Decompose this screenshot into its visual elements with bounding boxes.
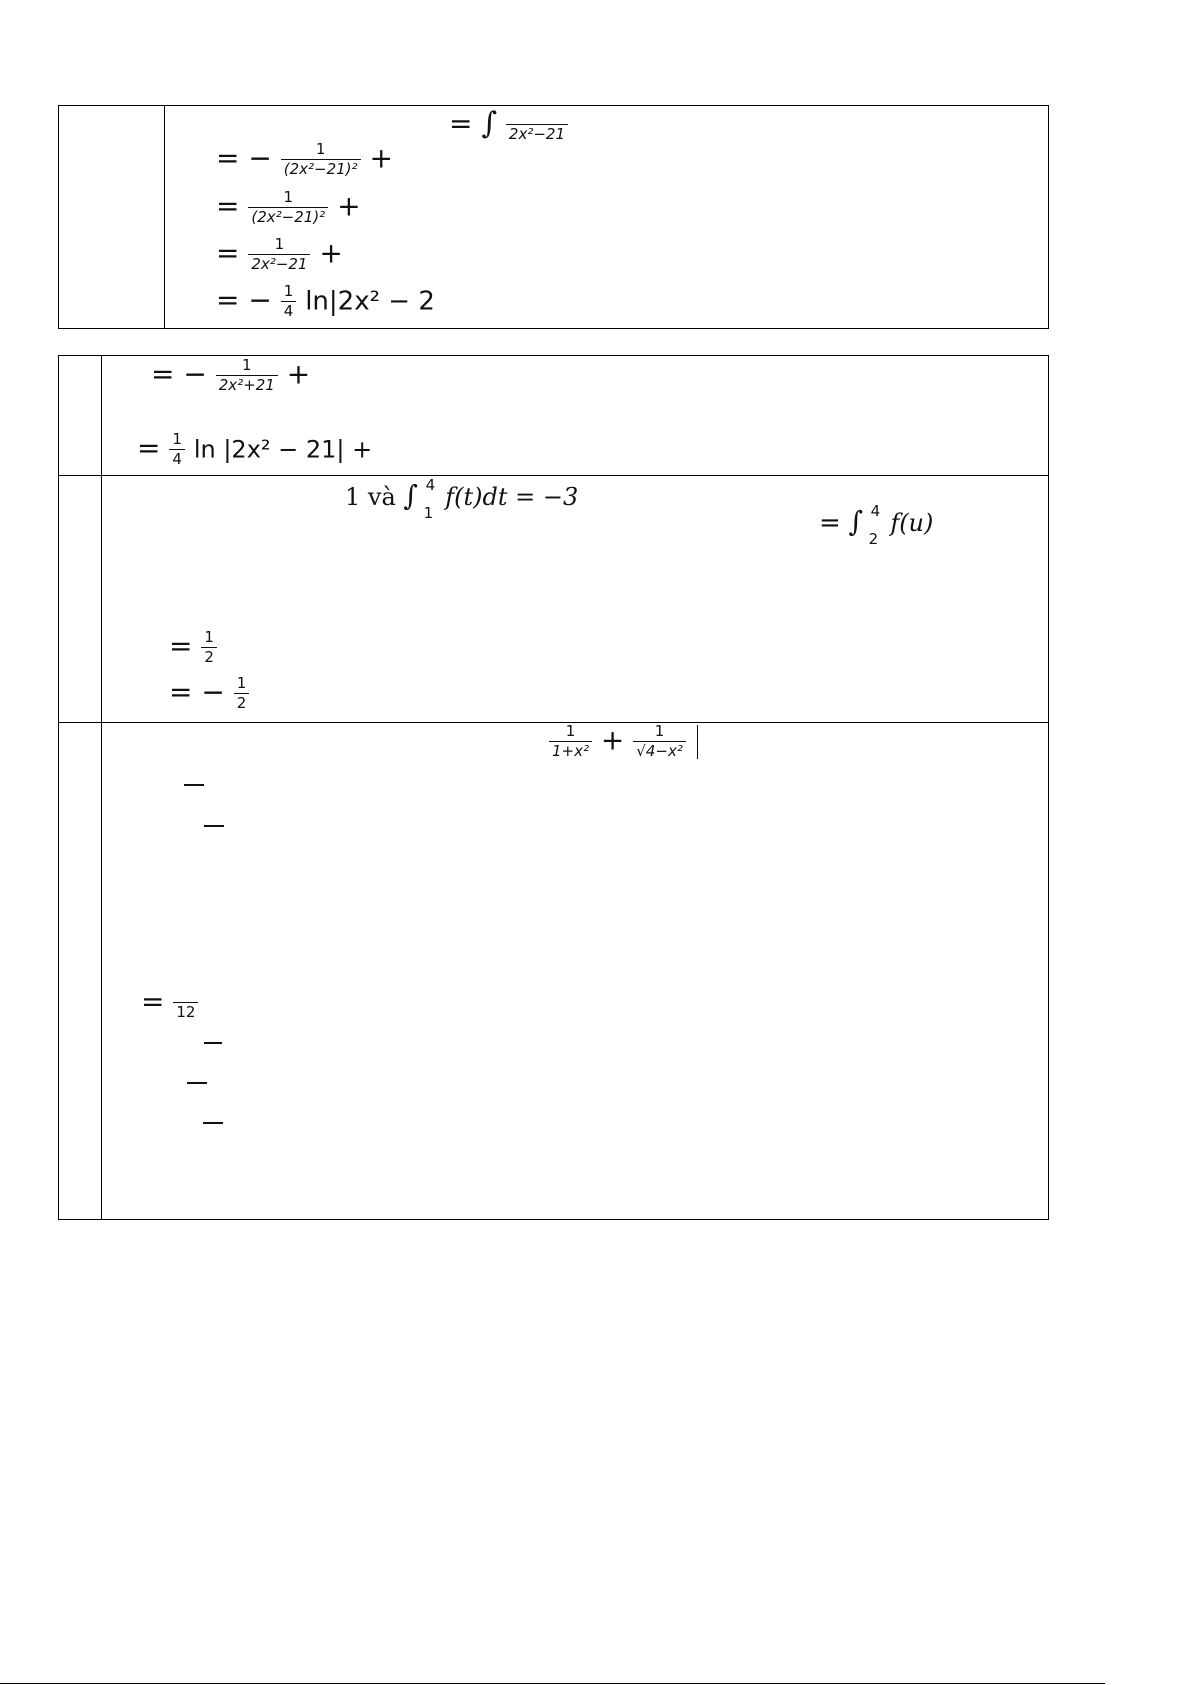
equation-row2-half: = $\frac{1}{2}$ [169, 630, 217, 665]
fraction-bar [187, 1082, 207, 1084]
equation-step-1: = − $\frac{1}{\text{(2x²−21)²}}$ + [216, 140, 393, 178]
equation-row2-condition: 1 và ∫ 4 1 f(t)dt = −3 [345, 475, 579, 522]
solution-table-2 [58, 355, 1049, 1220]
equation-row3-twelfth: = 12 [141, 986, 198, 1020]
bracket-right [695, 725, 698, 759]
solution-table-1 [58, 105, 1049, 329]
equation-row3-integrand: $\frac{1}{\text{1+x²}}$ + $\frac{1}{\text{√4−x²}}$ [549, 724, 698, 759]
equation-row1-a: = − $\frac{1}{\text{2x²+21}}$ + [151, 356, 311, 394]
row-divider [59, 722, 1048, 723]
equation-step-2: = $\frac{1}{\text{(2x²−21)²}}$ + [216, 188, 361, 226]
fraction-bar [203, 1122, 223, 1124]
equation-integral: = ∫ 2x²−21 [449, 108, 568, 142]
equation-row1-b: = $\frac{1}{4}$ ln |2x² − 21| + [137, 430, 373, 468]
equation-step-4: = − $\frac{1}{4}$ ln|2x² − 2 [216, 282, 435, 320]
row-divider [59, 475, 1048, 476]
equation-row2-substitution: = ∫ 4 2 f(u) [819, 501, 934, 548]
column-divider [164, 106, 165, 328]
fraction-bar [204, 825, 224, 827]
equation-row2-neg-half: = − $\frac{1}{2}$ [169, 676, 249, 711]
page-footer-line [0, 1683, 1105, 1684]
fraction-bar [184, 784, 204, 786]
equation-step-3: = $\frac{1}{\text{2x²−21}}$ + [216, 235, 343, 273]
column-divider [101, 356, 102, 1219]
fraction-bar [204, 1042, 222, 1044]
